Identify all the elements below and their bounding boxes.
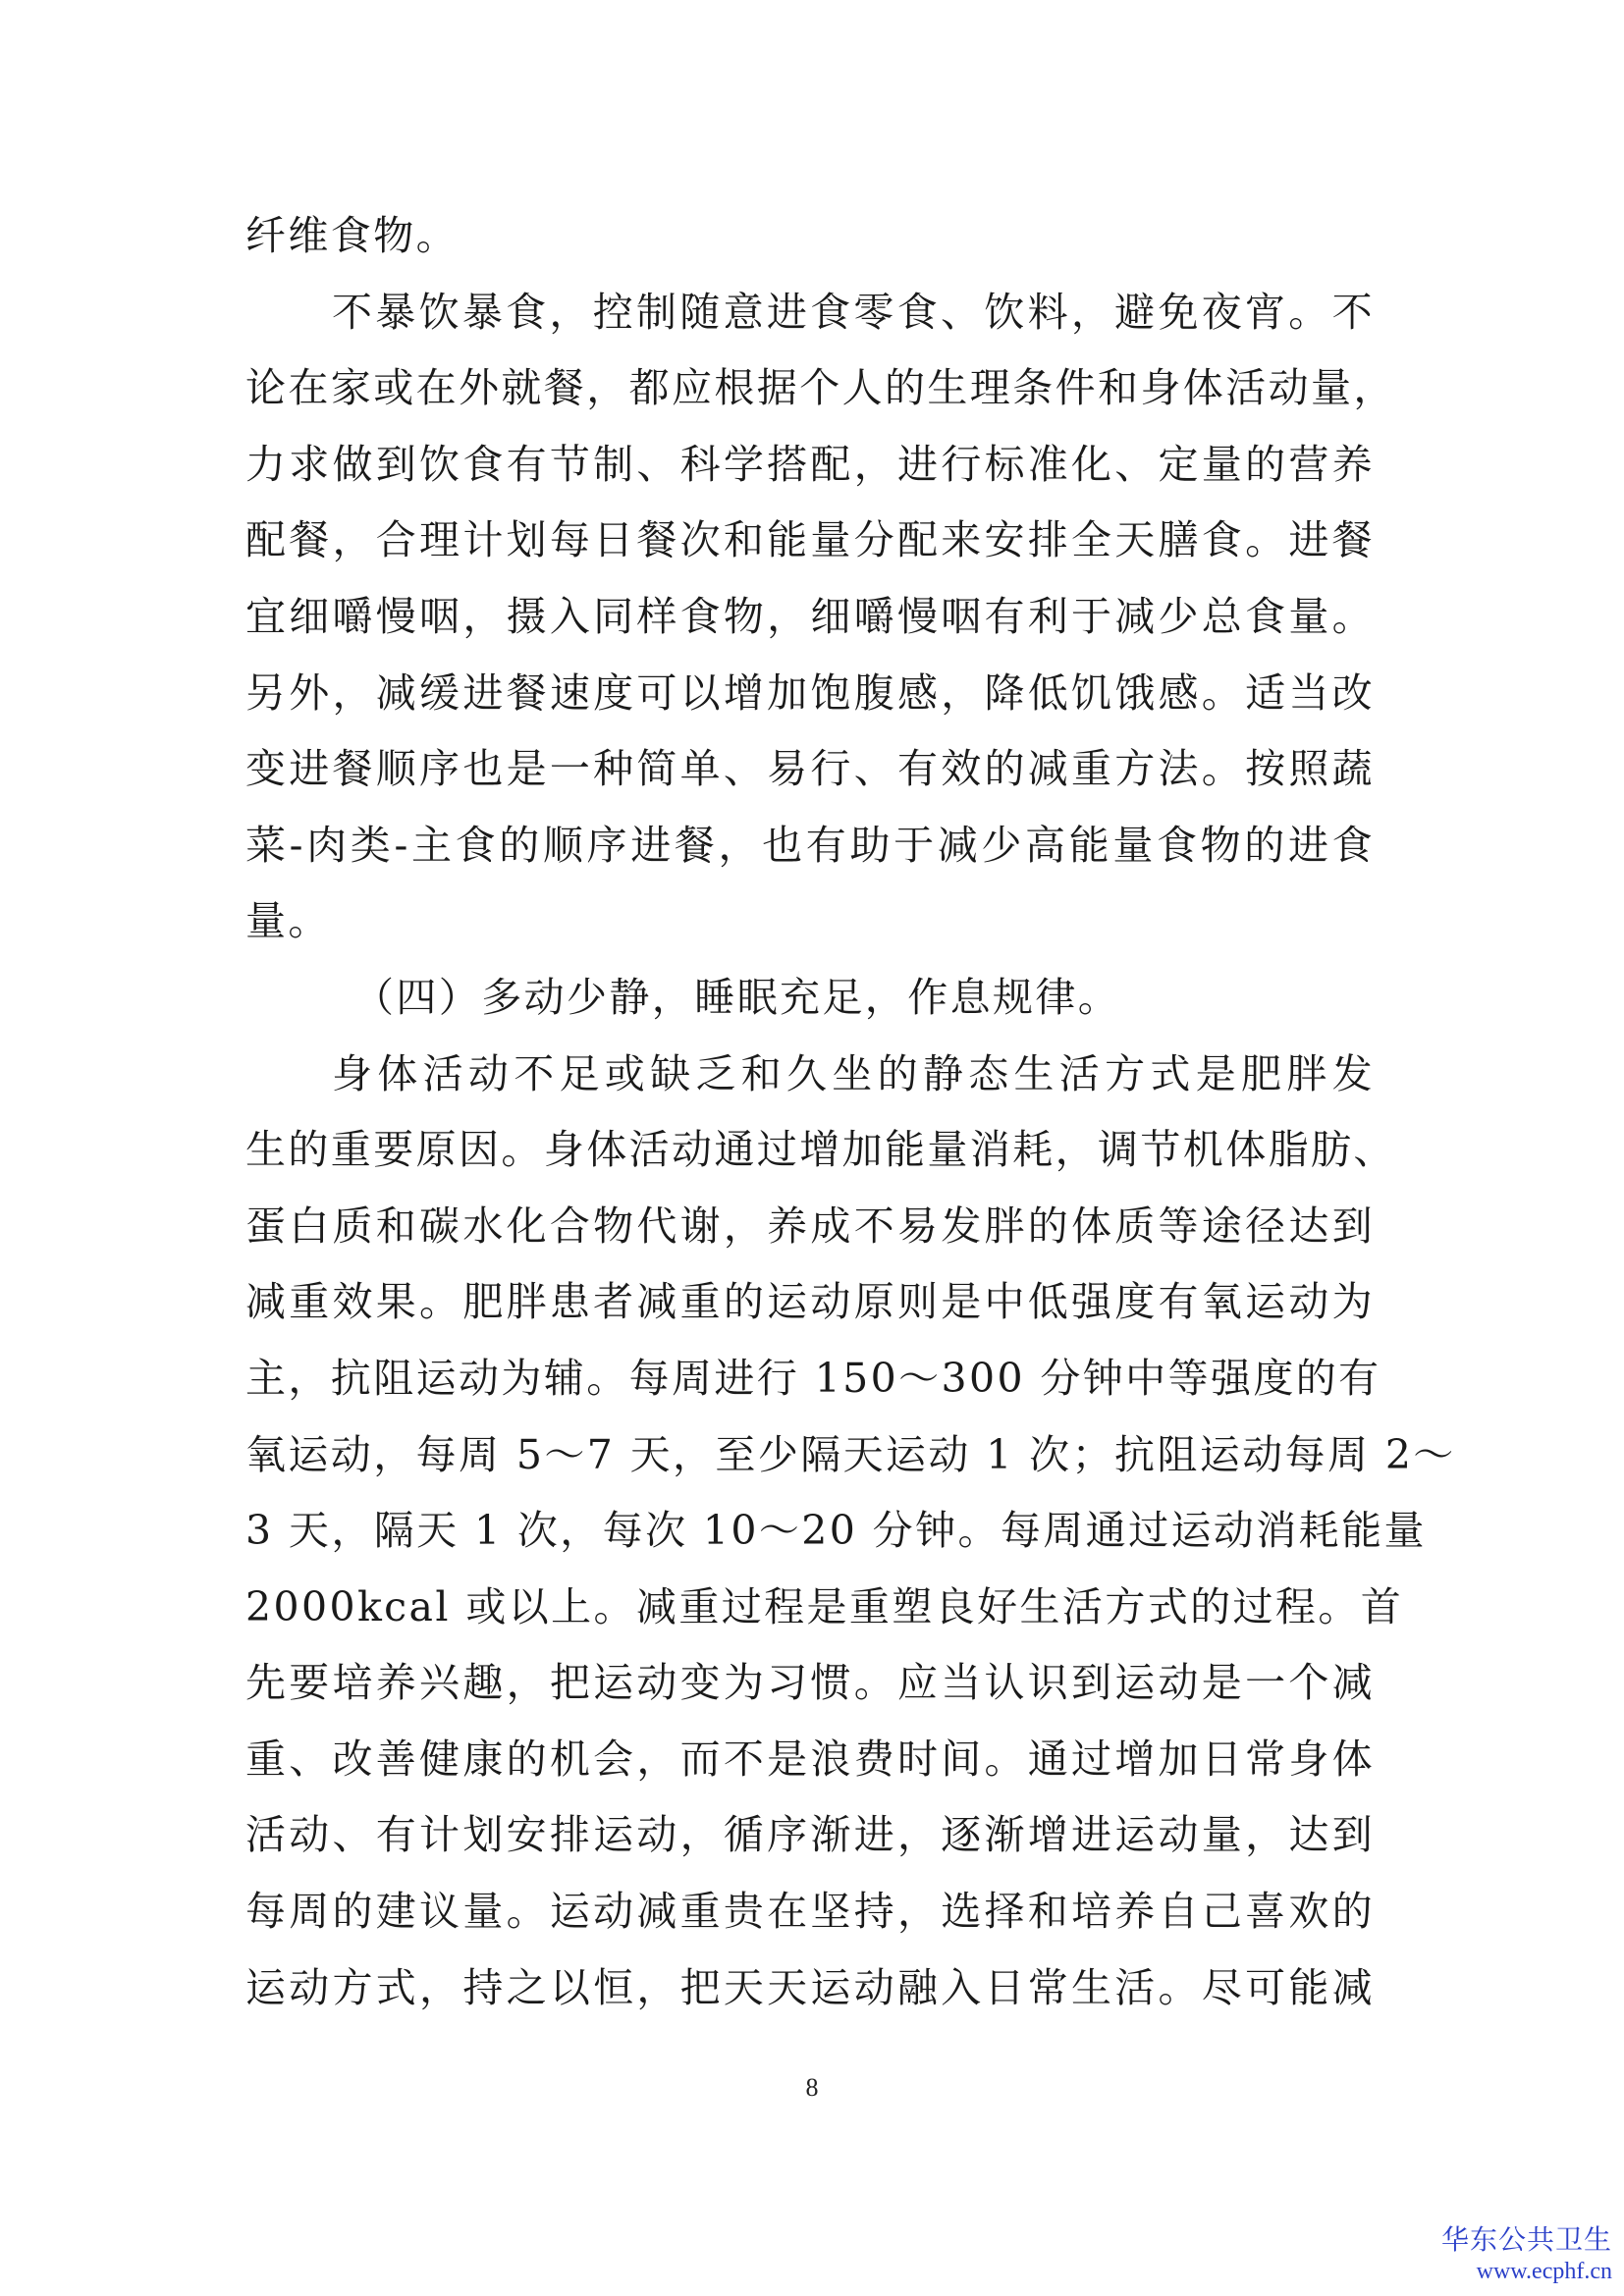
text-line: 不暴饮暴食，控制随意进食零食、饮料，避免夜宵。不 (332, 288, 1375, 336)
text-line: 量。 (245, 897, 331, 945)
watermark-name: 华东公共卫生 (1440, 2223, 1612, 2256)
text-line: 纤维食物。 (245, 212, 459, 259)
text-line: 先要培养兴趣，把运动变为习惯。应当认识到运动是一个减 (245, 1659, 1375, 1707)
text-line: 运动方式，持之以恒，把天天运动融入日常生活。尽可能减 (245, 1963, 1375, 2011)
watermark (1441, 2223, 1612, 2286)
text-line: 身体活动不足或缺乏和久坐的静态生活方式是肥胖发 (332, 1049, 1375, 1097)
text-line: 主，抗阻运动为辅。每周进行 150～300 分钟中等强度的有 (245, 1354, 1381, 1402)
text-line: 3 天，隔天 1 次，每次 10～20 分钟。每周通过运动消耗能量 (245, 1507, 1427, 1555)
section-heading: （四）多动少静，睡眠充足，作息规律。 (353, 973, 1121, 1021)
text-line: 活动、有计划安排运动，循序渐进，逐渐增进运动量，达到 (245, 1811, 1375, 1859)
text-line: 另外，减缓进餐速度可以增加饱腹感，降低饥饿感。适当改 (245, 668, 1375, 717)
text-line: 菜-肉类-主食的顺序进餐，也有助于减少高能量食物的进食 (245, 821, 1375, 869)
text-line: 蛋白质和碳水化合物代谢，养成不易发胖的体质等途径达到 (245, 1201, 1375, 1250)
text-line: 生的重要原因。身体活动通过增加能量消耗，调节机体脂肪、 (245, 1126, 1396, 1174)
text-line: 论在家或在外就餐，都应根据个人的生理条件和身体活动量， (245, 364, 1396, 412)
text-line: 配餐，合理计划每日餐次和能量分配来安排全天膳食。进餐 (245, 516, 1375, 564)
text-line: 重、改善健康的机会，而不是浪费时间。通过增加日常身体 (245, 1735, 1375, 1783)
text-line: 减重效果。肥胖患者减重的运动原则是中低强度有氧运动为 (245, 1278, 1375, 1326)
text-line: 2000kcal 或以上。减重过程是重塑良好生活方式的过程。首 (245, 1582, 1404, 1630)
text-line: 每周的建议量。运动减重贵在坚持，选择和培养自己喜欢的 (245, 1888, 1375, 1936)
text-line: 宜细嚼慢咽，摄入同样食物，细嚼慢咽有利于减少总食量。 (245, 592, 1375, 640)
page-number: 8 (805, 2073, 819, 2102)
text-line: 变进餐顺序也是一种简单、易行、有效的减重方法。按照蔬 (245, 745, 1375, 793)
document-body (245, 198, 1456, 2026)
text-line: 氧运动，每周 5～7 天，至少隔天运动 1 次；抗阻运动每周 2～ (245, 1430, 1456, 1478)
text-line: 力求做到饮食有节制、科学搭配，进行标准化、定量的营养 (245, 440, 1375, 488)
watermark-url: www.ecphf.cn (1476, 2259, 1612, 2284)
